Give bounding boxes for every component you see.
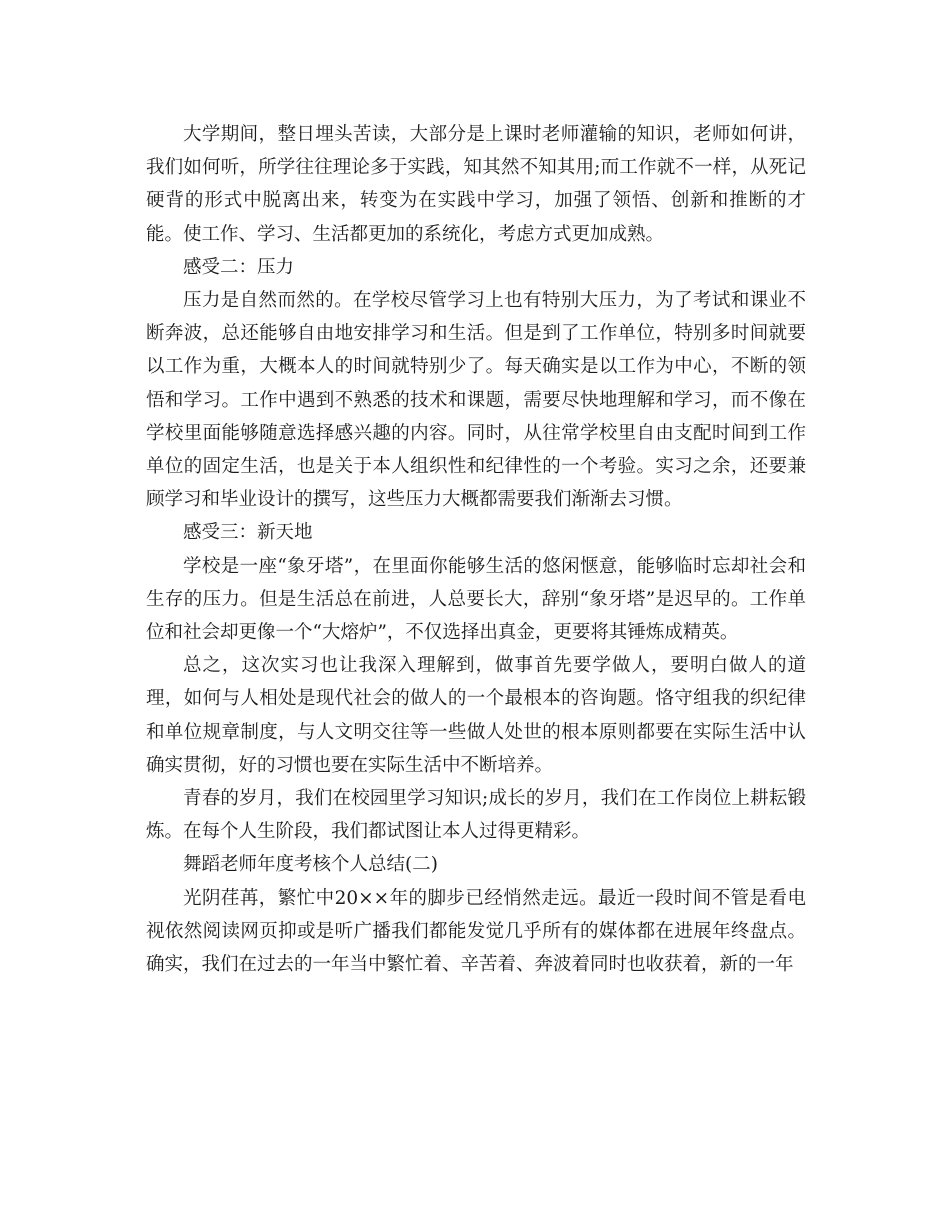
paragraph-youth: 青春的岁月，我们在校园里学习知识;成长的岁月，我们在工作岗位上耕耘锻炼。在每个人生阶段，我们都试图让本人过得更精彩。 <box>146 788 806 843</box>
paragraph-conclusion: 总之，这次实习也让我深入理解到，做事首先要学做人，要明白做人的道理，如何与人相处是现代社会的做人的一个最根本的咨询题。恪守组我的织纪律和单位规章制度，与人文明交往等一些做人处世的根本原则都要在实际生活中认确实贯彻，好的习惯也要在实际生活中不断培养。 <box>146 655 806 776</box>
paragraph-university-study: 大学期间，整日埋头苦读，大部分是上课时老师灌输的知识，老师如何讲，我们如何听，所学往往理论多于实践，知其然不知其用;而工作就不一样，从死记硬背的形式中脱离出来，转变为在实践中学习，加强了领悟、创新和推断的才能。使工作、学习、生活都更加的系统化，考虑方式更加成熟。 <box>146 124 806 245</box>
heading-feeling-two: 感受二：压力 <box>183 256 295 278</box>
heading-feeling-three: 感受三：新天地 <box>183 522 313 544</box>
paragraph-time-flies: 光阴荏苒，繁忙中20××年的脚步已经悄然走远。最近一段时间不管是看电视依然阅读网页抑或是听广播我们都能发觉几乎所有的媒体都在进展年终盘点。确实，我们在过去的一年当中繁忙着、辛苦着、奔波着同时也收获着，新的一年 <box>146 887 806 976</box>
paragraph-pressure: 压力是自然而然的。在学校尽管学习上也有特别大压力，为了考试和课业不断奔波，总还能够自由地安排学习和生活。但是到了工作单位，特别多时间就要以工作为重，大概本人的时间就特别少了。每天确实是以工作为中心，不断的领悟和学习。工作中遇到不熟悉的技术和课题，需要尽快地理解和学习，而不像在学校里面能够随意选择感兴趣的内容。同时，从往常学校里自由支配时间到工作单位的固定生活，也是关于本人组织性和纪律性的一个考验。实习之余，还要兼顾学习和毕业设计的撰写，这些压力大概都需要我们渐渐去习惯。 <box>146 290 806 511</box>
document-body <box>146 118 806 981</box>
heading-dance-teacher-summary: 舞蹈老师年度考核个人总结(二) <box>183 854 438 876</box>
paragraph-new-world: 学校是一座“象牙塔”，在里面你能够生活的悠闲惬意，能够临时忘却社会和生存的压力。但是生活总在前进，人总要长大，辞别“象牙塔”是迟早的。工作单位和社会却更像一个“大熔炉”，不仅选择出真金，更要将其锤炼成精英。 <box>146 555 806 644</box>
